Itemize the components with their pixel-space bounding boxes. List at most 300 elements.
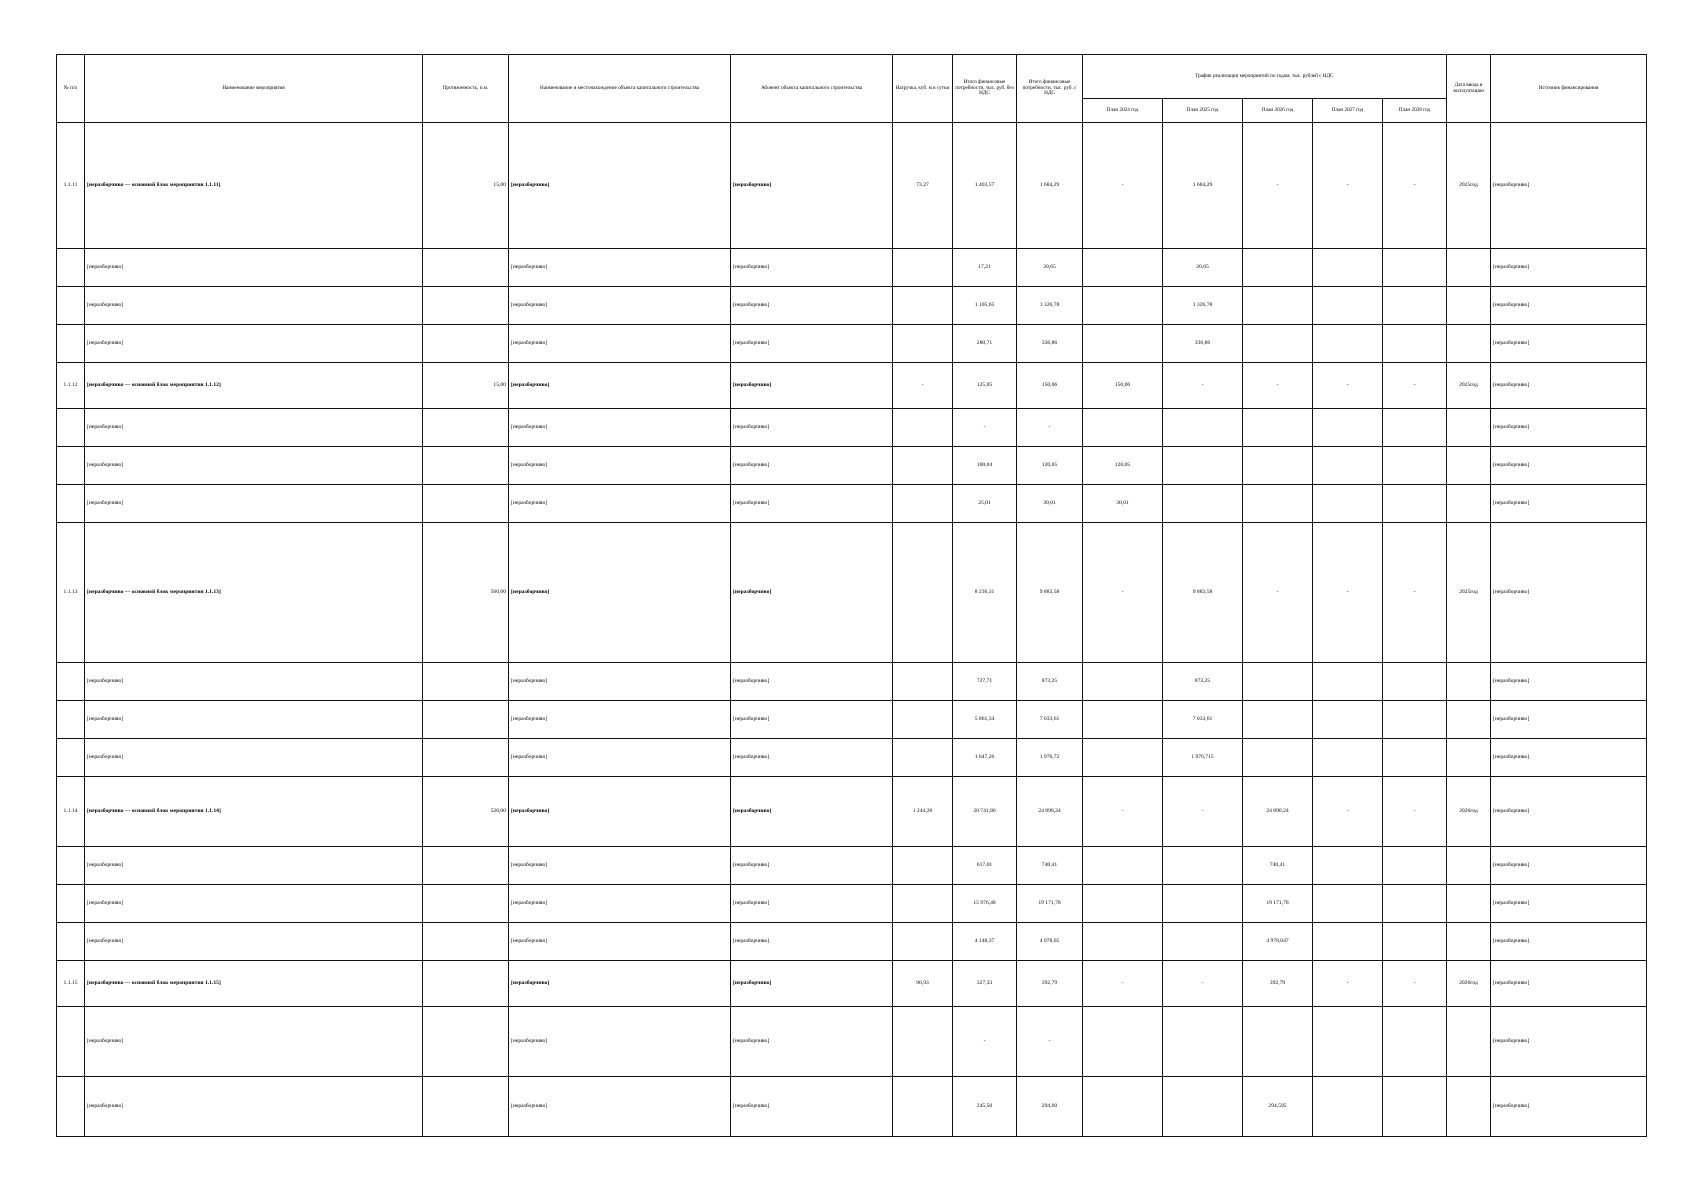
row-plan-2026 — [1243, 325, 1313, 363]
table-row-sub — [57, 923, 1647, 961]
row-plan-2026 — [1243, 447, 1313, 485]
row-subscriber: [неразборчиво] — [731, 325, 893, 363]
row-commission-date: 2026год — [1447, 961, 1491, 1007]
row-subscriber: [неразборчиво] — [731, 123, 893, 249]
row-name: [неразборчиво] — [85, 739, 423, 777]
row-plan-2028 — [1383, 923, 1447, 961]
table-row-main — [57, 961, 1647, 1007]
row-total-vat: 9 883,58 — [1017, 523, 1083, 663]
row-number: 1.1.13 — [57, 523, 85, 663]
row-plan-2028 — [1383, 739, 1447, 777]
col-header-total-nonvat: Итого финансовые потребности, тыс. руб. без НДС — [953, 55, 1017, 123]
row-number — [57, 287, 85, 325]
row-plan-2026: - — [1243, 123, 1313, 249]
row-name: [неразборчиво] — [85, 1077, 423, 1137]
row-subscriber: [неразборчиво] — [731, 885, 893, 923]
row-object: [неразборчиво] — [509, 325, 731, 363]
row-object: [неразборчиво] — [509, 777, 731, 847]
row-name: [неразборчиво] — [85, 249, 423, 287]
row-total-nonvat: 125,05 — [953, 363, 1017, 409]
row-name: [неразборчиво] — [85, 447, 423, 485]
row-plan-2025: 7 033,61 — [1163, 701, 1243, 739]
row-plan-2028 — [1383, 847, 1447, 885]
row-plan-2025 — [1163, 485, 1243, 523]
row-total-vat: - — [1017, 1007, 1083, 1077]
row-length — [423, 847, 509, 885]
row-number — [57, 249, 85, 287]
table-row-main — [57, 523, 1647, 663]
row-plan-2026 — [1243, 739, 1313, 777]
row-object: [неразборчиво] — [509, 409, 731, 447]
row-plan-2024 — [1083, 1007, 1163, 1077]
row-total-nonvat: - — [953, 409, 1017, 447]
row-name: [неразборчиво — основной блок мероприятия 1.1.11] — [85, 123, 423, 249]
row-object: [неразборчиво] — [509, 447, 731, 485]
row-plan-2026: 392,79 — [1243, 961, 1313, 1007]
row-plan-2024: 150,06 — [1083, 363, 1163, 409]
row-plan-2027 — [1313, 287, 1383, 325]
row-length — [423, 1077, 509, 1137]
row-commission-date: 2026год — [1447, 777, 1491, 847]
row-plan-2027 — [1313, 663, 1383, 701]
row-load — [893, 249, 953, 287]
row-total-vat: 740,41 — [1017, 847, 1083, 885]
row-total-nonvat: 1 403,57 — [953, 123, 1017, 249]
row-total-nonvat: 1 647,26 — [953, 739, 1017, 777]
row-number — [57, 923, 85, 961]
row-name: [неразборчиво] — [85, 885, 423, 923]
row-load: 73,27 — [893, 123, 953, 249]
row-subscriber: [неразборчиво] — [731, 739, 893, 777]
row-plan-2024 — [1083, 885, 1163, 923]
row-length — [423, 739, 509, 777]
row-subscriber: [неразборчиво] — [731, 961, 893, 1007]
row-financing-source: [неразборчиво] — [1491, 1077, 1647, 1137]
row-plan-2024: 120,05 — [1083, 447, 1163, 485]
row-plan-2026 — [1243, 249, 1313, 287]
row-name: [неразборчиво] — [85, 663, 423, 701]
row-total-vat: 120,05 — [1017, 447, 1083, 485]
row-commission-date — [1447, 701, 1491, 739]
row-load — [893, 739, 953, 777]
row-financing-source: [неразборчиво] — [1491, 523, 1647, 663]
row-object: [неразборчиво] — [509, 363, 731, 409]
row-number: 1.1.14 — [57, 777, 85, 847]
row-commission-date — [1447, 663, 1491, 701]
row-commission-date — [1447, 249, 1491, 287]
row-plan-2027: - — [1313, 523, 1383, 663]
table-row-sub — [57, 287, 1647, 325]
row-financing-source: [неразборчиво] — [1491, 249, 1647, 287]
row-load: 96,93 — [893, 961, 953, 1007]
row-plan-2028 — [1383, 325, 1447, 363]
row-number — [57, 447, 85, 485]
row-plan-2026 — [1243, 701, 1313, 739]
row-length — [423, 1007, 509, 1077]
row-plan-2025 — [1163, 847, 1243, 885]
row-plan-2026: - — [1243, 363, 1313, 409]
row-total-vat: 19 171,78 — [1017, 885, 1083, 923]
row-commission-date — [1447, 409, 1491, 447]
row-length — [423, 923, 509, 961]
row-subscriber: [неразборчиво] — [731, 523, 893, 663]
row-length: 15,00 — [423, 363, 509, 409]
row-plan-2026: 740,41 — [1243, 847, 1313, 885]
row-subscriber: [неразборчиво] — [731, 663, 893, 701]
row-load — [893, 701, 953, 739]
row-plan-2028: - — [1383, 961, 1447, 1007]
row-financing-source: [неразборчиво] — [1491, 363, 1647, 409]
row-plan-2026: 24 890,24 — [1243, 777, 1313, 847]
row-plan-2027 — [1313, 923, 1383, 961]
row-plan-2024: - — [1083, 961, 1163, 1007]
row-number: 1.1.12 — [57, 363, 85, 409]
row-plan-2024 — [1083, 325, 1163, 363]
row-commission-date — [1447, 923, 1491, 961]
row-total-vat: 1 684,29 — [1017, 123, 1083, 249]
row-plan-2028: - — [1383, 523, 1447, 663]
row-number — [57, 701, 85, 739]
row-object: [неразборчиво] — [509, 739, 731, 777]
row-commission-date: 2025год — [1447, 363, 1491, 409]
row-name: [неразборчиво] — [85, 847, 423, 885]
row-number: 1.1.11 — [57, 123, 85, 249]
row-plan-2025: 1 684,29 — [1163, 123, 1243, 249]
row-plan-2025: - — [1163, 363, 1243, 409]
row-number — [57, 885, 85, 923]
row-total-nonvat: 15 976,48 — [953, 885, 1017, 923]
row-plan-2025: - — [1163, 777, 1243, 847]
row-plan-2027: - — [1313, 123, 1383, 249]
row-total-vat: 392,79 — [1017, 961, 1083, 1007]
row-subscriber: [неразборчиво] — [731, 1007, 893, 1077]
row-name: [неразборчиво] — [85, 485, 423, 523]
row-plan-2028 — [1383, 701, 1447, 739]
col-header-2027: План 2027 год — [1313, 99, 1383, 123]
col-header-subscriber: Абонент объекта капитального строительства — [731, 55, 893, 123]
row-commission-date — [1447, 739, 1491, 777]
row-financing-source: [неразборчиво] — [1491, 485, 1647, 523]
table-body — [57, 123, 1647, 1137]
row-number — [57, 409, 85, 447]
row-plan-2028 — [1383, 447, 1447, 485]
row-plan-2026 — [1243, 1007, 1313, 1077]
row-load — [893, 663, 953, 701]
row-total-vat: 294,60 — [1017, 1077, 1083, 1137]
row-name: [неразборчиво — основной блок мероприятия 1.1.14] — [85, 777, 423, 847]
table-row-sub — [57, 409, 1647, 447]
row-plan-2025: 9 883,58 — [1163, 523, 1243, 663]
row-subscriber: [неразборчиво] — [731, 363, 893, 409]
row-financing-source: [неразборчиво] — [1491, 325, 1647, 363]
row-length — [423, 409, 509, 447]
row-load — [893, 885, 953, 923]
row-length — [423, 325, 509, 363]
table-row-sub — [57, 847, 1647, 885]
row-total-nonvat: 5 861,34 — [953, 701, 1017, 739]
row-number: 1.1.15 — [57, 961, 85, 1007]
row-load: - — [893, 363, 953, 409]
row-commission-date — [1447, 287, 1491, 325]
row-plan-2025: 20,65 — [1163, 249, 1243, 287]
row-number — [57, 1007, 85, 1077]
row-length — [423, 249, 509, 287]
row-object: [неразборчиво] — [509, 923, 731, 961]
row-name: [неразборчиво] — [85, 287, 423, 325]
row-financing-source: [неразборчиво] — [1491, 923, 1647, 961]
row-total-nonvat: 4 148,37 — [953, 923, 1017, 961]
row-plan-2024 — [1083, 409, 1163, 447]
row-financing-source: [неразборчиво] — [1491, 123, 1647, 249]
table-row-sub — [57, 447, 1647, 485]
row-object: [неразборчиво] — [509, 287, 731, 325]
row-plan-2025: - — [1163, 961, 1243, 1007]
col-header-name: Наименование мероприятия — [85, 55, 423, 123]
row-total-vat: 4 978,05 — [1017, 923, 1083, 961]
row-plan-2025: 1 976,715 — [1163, 739, 1243, 777]
row-plan-2027 — [1313, 739, 1383, 777]
row-commission-date — [1447, 325, 1491, 363]
row-plan-2024: 30,01 — [1083, 485, 1163, 523]
row-number — [57, 485, 85, 523]
col-header-load: Нагрузка, куб. м в сутки — [893, 55, 953, 123]
row-total-vat: 1 326,78 — [1017, 287, 1083, 325]
row-total-vat: 336,86 — [1017, 325, 1083, 363]
row-plan-2024 — [1083, 249, 1163, 287]
row-total-nonvat: 25,01 — [953, 485, 1017, 523]
row-load — [893, 847, 953, 885]
row-total-vat: 873,25 — [1017, 663, 1083, 701]
row-plan-2025 — [1163, 1077, 1243, 1137]
row-financing-source: [неразборчиво] — [1491, 447, 1647, 485]
row-total-vat: 30,01 — [1017, 485, 1083, 523]
row-plan-2027 — [1313, 249, 1383, 287]
row-number — [57, 847, 85, 885]
row-object: [неразборчиво] — [509, 485, 731, 523]
row-plan-2024 — [1083, 663, 1163, 701]
col-header-2024: План 2024 год — [1083, 99, 1163, 123]
row-object: [неразборчиво] — [509, 523, 731, 663]
col-header-source: Источник финансирования — [1491, 55, 1647, 123]
row-plan-2026: 4 978,047 — [1243, 923, 1313, 961]
row-plan-2025 — [1163, 1007, 1243, 1077]
col-header-object: Наименование и местонахождение объекта капитального строительства — [509, 55, 731, 123]
row-name: [неразборчиво] — [85, 409, 423, 447]
row-total-nonvat: 20 741,86 — [953, 777, 1017, 847]
row-plan-2025 — [1163, 409, 1243, 447]
col-header-2028: План 2028 год — [1383, 99, 1447, 123]
row-total-vat: 24 890,24 — [1017, 777, 1083, 847]
row-plan-2025: 1 326,78 — [1163, 287, 1243, 325]
table-row-sub — [57, 1007, 1647, 1077]
row-plan-2028: - — [1383, 777, 1447, 847]
row-plan-2028: - — [1383, 363, 1447, 409]
investment-program-table — [56, 54, 1647, 1137]
row-subscriber: [неразборчиво] — [731, 249, 893, 287]
row-object: [неразборчиво] — [509, 1077, 731, 1137]
row-subscriber: [неразборчиво] — [731, 485, 893, 523]
row-plan-2026 — [1243, 287, 1313, 325]
row-plan-2027 — [1313, 447, 1383, 485]
row-plan-2024: - — [1083, 523, 1163, 663]
row-subscriber: [неразборчиво] — [731, 777, 893, 847]
row-plan-2025 — [1163, 447, 1243, 485]
row-plan-2027 — [1313, 885, 1383, 923]
row-plan-2028 — [1383, 1007, 1447, 1077]
table-row-sub — [57, 739, 1647, 777]
row-plan-2027 — [1313, 409, 1383, 447]
row-number — [57, 739, 85, 777]
row-plan-2025: 873,25 — [1163, 663, 1243, 701]
row-subscriber: [неразборчиво] — [731, 923, 893, 961]
row-subscriber: [неразборчиво] — [731, 1077, 893, 1137]
row-financing-source: [неразборчиво] — [1491, 885, 1647, 923]
row-name: [неразборчиво — основной блок мероприятия 1.1.12] — [85, 363, 423, 409]
row-commission-date — [1447, 485, 1491, 523]
row-plan-2024 — [1083, 739, 1163, 777]
row-total-nonvat: 245,50 — [953, 1077, 1017, 1137]
row-plan-2028 — [1383, 1077, 1447, 1137]
row-plan-2025: 336,86 — [1163, 325, 1243, 363]
table-row-sub — [57, 885, 1647, 923]
row-plan-2027 — [1313, 1077, 1383, 1137]
row-subscriber: [неразборчиво] — [731, 409, 893, 447]
row-load — [893, 485, 953, 523]
col-header-date: Дата ввода в эксплуатацию — [1447, 55, 1491, 123]
row-commission-date — [1447, 885, 1491, 923]
row-plan-2024 — [1083, 1077, 1163, 1137]
document-sheet — [56, 54, 1646, 1109]
row-financing-source: [неразборчиво] — [1491, 701, 1647, 739]
row-length — [423, 287, 509, 325]
row-number — [57, 1077, 85, 1137]
row-name: [неразборчиво] — [85, 325, 423, 363]
row-load — [893, 409, 953, 447]
row-total-vat: - — [1017, 409, 1083, 447]
row-plan-2027: - — [1313, 777, 1383, 847]
row-plan-2028 — [1383, 249, 1447, 287]
row-subscriber: [неразборчиво] — [731, 847, 893, 885]
row-plan-2028: - — [1383, 123, 1447, 249]
table-row-main — [57, 363, 1647, 409]
row-name: [неразборчиво] — [85, 923, 423, 961]
row-object: [неразборчиво] — [509, 961, 731, 1007]
row-financing-source: [неразборчиво] — [1491, 739, 1647, 777]
row-plan-2027 — [1313, 1007, 1383, 1077]
row-financing-source: [неразборчиво] — [1491, 1007, 1647, 1077]
row-length: 15,00 — [423, 123, 509, 249]
row-plan-2027 — [1313, 701, 1383, 739]
row-length — [423, 663, 509, 701]
row-load: 1 244,20 — [893, 777, 953, 847]
row-plan-2026 — [1243, 663, 1313, 701]
row-total-nonvat: 280,71 — [953, 325, 1017, 363]
row-total-nonvat: 1 105,65 — [953, 287, 1017, 325]
row-name: [неразборчиво — основной блок мероприятия 1.1.15] — [85, 961, 423, 1007]
row-load — [893, 923, 953, 961]
row-object: [неразборчиво] — [509, 885, 731, 923]
row-length — [423, 701, 509, 739]
col-header-no: № п/п — [57, 55, 85, 123]
row-total-nonvat: 727,71 — [953, 663, 1017, 701]
row-object: [неразборчиво] — [509, 701, 731, 739]
row-plan-2024: - — [1083, 777, 1163, 847]
row-total-vat: 20,65 — [1017, 249, 1083, 287]
row-plan-2028 — [1383, 885, 1447, 923]
row-subscriber: [неразборчиво] — [731, 701, 893, 739]
col-header-schedule: График реализации мероприятий по годам, тыс. рублей с НДС — [1083, 55, 1447, 99]
col-header-total-vat: Итого финансовые потребности, тыс. руб. с НДС — [1017, 55, 1083, 123]
row-plan-2026 — [1243, 409, 1313, 447]
row-object: [неразборчиво] — [509, 847, 731, 885]
row-total-vat: 7 033,61 — [1017, 701, 1083, 739]
row-load — [893, 287, 953, 325]
row-financing-source: [неразборчиво] — [1491, 663, 1647, 701]
table-row-sub — [57, 701, 1647, 739]
row-total-nonvat: 8 236,31 — [953, 523, 1017, 663]
row-plan-2027: - — [1313, 363, 1383, 409]
row-financing-source: [неразборчиво] — [1491, 961, 1647, 1007]
row-load — [893, 325, 953, 363]
row-financing-source: [неразборчиво] — [1491, 777, 1647, 847]
row-plan-2025 — [1163, 885, 1243, 923]
row-commission-date — [1447, 1007, 1491, 1077]
table-row-sub — [57, 1077, 1647, 1137]
row-subscriber: [неразборчиво] — [731, 447, 893, 485]
row-total-nonvat: 327,33 — [953, 961, 1017, 1007]
row-object: [неразборчиво] — [509, 123, 731, 249]
row-commission-date — [1447, 447, 1491, 485]
table-row-sub — [57, 249, 1647, 287]
row-financing-source: [неразборчиво] — [1491, 287, 1647, 325]
table-row-sub — [57, 325, 1647, 363]
row-number — [57, 663, 85, 701]
row-plan-2027 — [1313, 485, 1383, 523]
table-row-sub — [57, 485, 1647, 523]
row-plan-2024: - — [1083, 123, 1163, 249]
row-object: [неразборчиво] — [509, 663, 731, 701]
row-plan-2027 — [1313, 325, 1383, 363]
row-total-nonvat: 17,21 — [953, 249, 1017, 287]
row-load — [893, 1077, 953, 1137]
row-length — [423, 961, 509, 1007]
row-plan-2028 — [1383, 485, 1447, 523]
row-object: [неразборчиво] — [509, 249, 731, 287]
row-plan-2026 — [1243, 485, 1313, 523]
col-header-length: Протяженность, п.м. — [423, 55, 509, 123]
row-object: [неразборчиво] — [509, 1007, 731, 1077]
row-plan-2026: - — [1243, 523, 1313, 663]
row-plan-2028 — [1383, 409, 1447, 447]
row-commission-date: 2025год — [1447, 123, 1491, 249]
row-financing-source: [неразборчиво] — [1491, 409, 1647, 447]
row-plan-2024 — [1083, 701, 1163, 739]
table-row-main — [57, 123, 1647, 249]
row-length — [423, 447, 509, 485]
col-header-2025: План 2025 год — [1163, 99, 1243, 123]
row-plan-2025 — [1163, 923, 1243, 961]
row-length — [423, 885, 509, 923]
row-name: [неразборчиво — основной блок мероприятия 1.1.13] — [85, 523, 423, 663]
row-plan-2027 — [1313, 847, 1383, 885]
row-number — [57, 325, 85, 363]
row-commission-date: 2025год — [1447, 523, 1491, 663]
table-row-main — [57, 777, 1647, 847]
row-length — [423, 485, 509, 523]
row-subscriber: [неразборчиво] — [731, 287, 893, 325]
row-total-vat: 150,06 — [1017, 363, 1083, 409]
row-plan-2024 — [1083, 923, 1163, 961]
